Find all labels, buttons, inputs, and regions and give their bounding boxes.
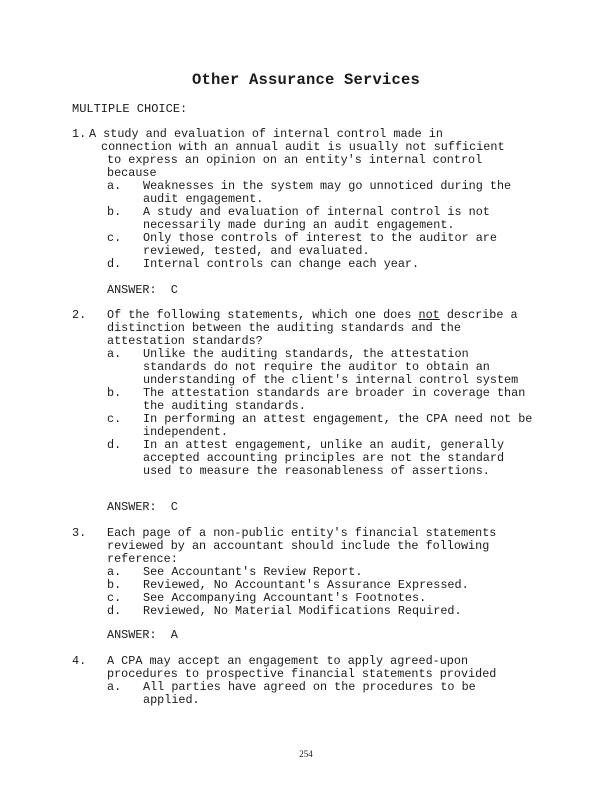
option-text: See Accountant's Review Report. [143,565,363,579]
option-text: The attestation standards are broader in coverage than [143,386,526,400]
section-heading: MULTIPLE CHOICE: [72,102,188,116]
page-number: 254 [299,749,313,759]
option-text: All parties have agreed on the procedures to be [143,680,476,694]
page-title: Other Assurance Services [191,71,421,89]
option-letter: c. [107,231,122,245]
question-number: 3. [72,526,87,540]
option-text: Unlike the auditing standards, the attestation [143,347,469,361]
answer-line: ANSWER: A [107,628,178,642]
option-letter: a. [107,565,122,579]
option-text: standards do not require the auditor to obtain an [143,360,490,374]
question-stem-line: A study and evaluation of internal control made in [89,127,443,141]
question-stem-line: to express an opinion on an entity's internal control [107,153,483,167]
option-text: audit engagement. [143,192,264,206]
option-letter: c. [107,412,122,426]
option-text: accepted accounting principles are not the standard [143,451,505,465]
question-stem-line: because [107,166,157,180]
option-text: A study and evaluation of internal control is not [143,205,490,219]
question-stem-line: connection with an annual audit is usually not sufficient [101,140,505,154]
option-letter: c. [107,591,122,605]
option-text: Reviewed, No Material Modifications Required. [143,604,462,618]
option-letter: b. [107,578,122,592]
option-text: Internal controls can change each year. [143,257,420,271]
question-stem-line: procedures to prospective financial statements provided [107,667,497,681]
emphasis-underline: not [418,308,440,322]
option-letter: a. [107,179,122,193]
option-letter: b. [107,386,122,400]
answer-line: ANSWER: C [107,283,178,297]
question-number: 1. [72,127,87,141]
option-text: In an attest engagement, unlike an audit, generally [143,438,505,452]
option-text: understanding of the client's internal control system [143,373,519,387]
question-stem-line: Each page of a non-public entity's financial statements [107,526,497,540]
option-text: necessarily made during an audit engagement. [143,218,455,232]
question-stem-line: reference: [107,552,178,566]
option-text: In performing an attest engagement, the CPA need not be [143,412,533,426]
option-text: Only those controls of interest to the auditor are [143,231,497,245]
question-stem-line: Of the following statements, which one does not describe a [107,308,518,322]
option-text: See Accompanying Accountant's Footnotes. [143,591,427,605]
answer-line: ANSWER: C [107,500,178,514]
option-text: Weaknesses in the system may go unnoticed during the [143,179,512,193]
option-text: applied. [143,693,200,707]
option-letter: a. [107,347,122,361]
question-stem-line: attestation standards? [107,334,263,348]
question-stem-line: distinction between the auditing standards and the [107,321,461,335]
question-stem-line: reviewed by an accountant should include the following [107,539,490,553]
question-number: 4. [72,654,87,668]
option-text: the auditing standards. [143,399,306,413]
option-letter: d. [107,257,122,271]
question-stem-line: A CPA may accept an engagement to apply agreed-upon [107,654,469,668]
option-text: reviewed, tested, and evaluated. [143,244,370,258]
question-number: 2. [72,308,87,322]
option-letter: b. [107,205,122,219]
option-text: used to measure the reasonableness of assertions. [143,464,490,478]
option-text: Reviewed, No Accountant's Assurance Expressed. [143,578,469,592]
option-text: independent. [143,425,228,439]
option-letter: d. [107,438,122,452]
option-letter: a. [107,680,122,694]
option-letter: d. [107,604,122,618]
